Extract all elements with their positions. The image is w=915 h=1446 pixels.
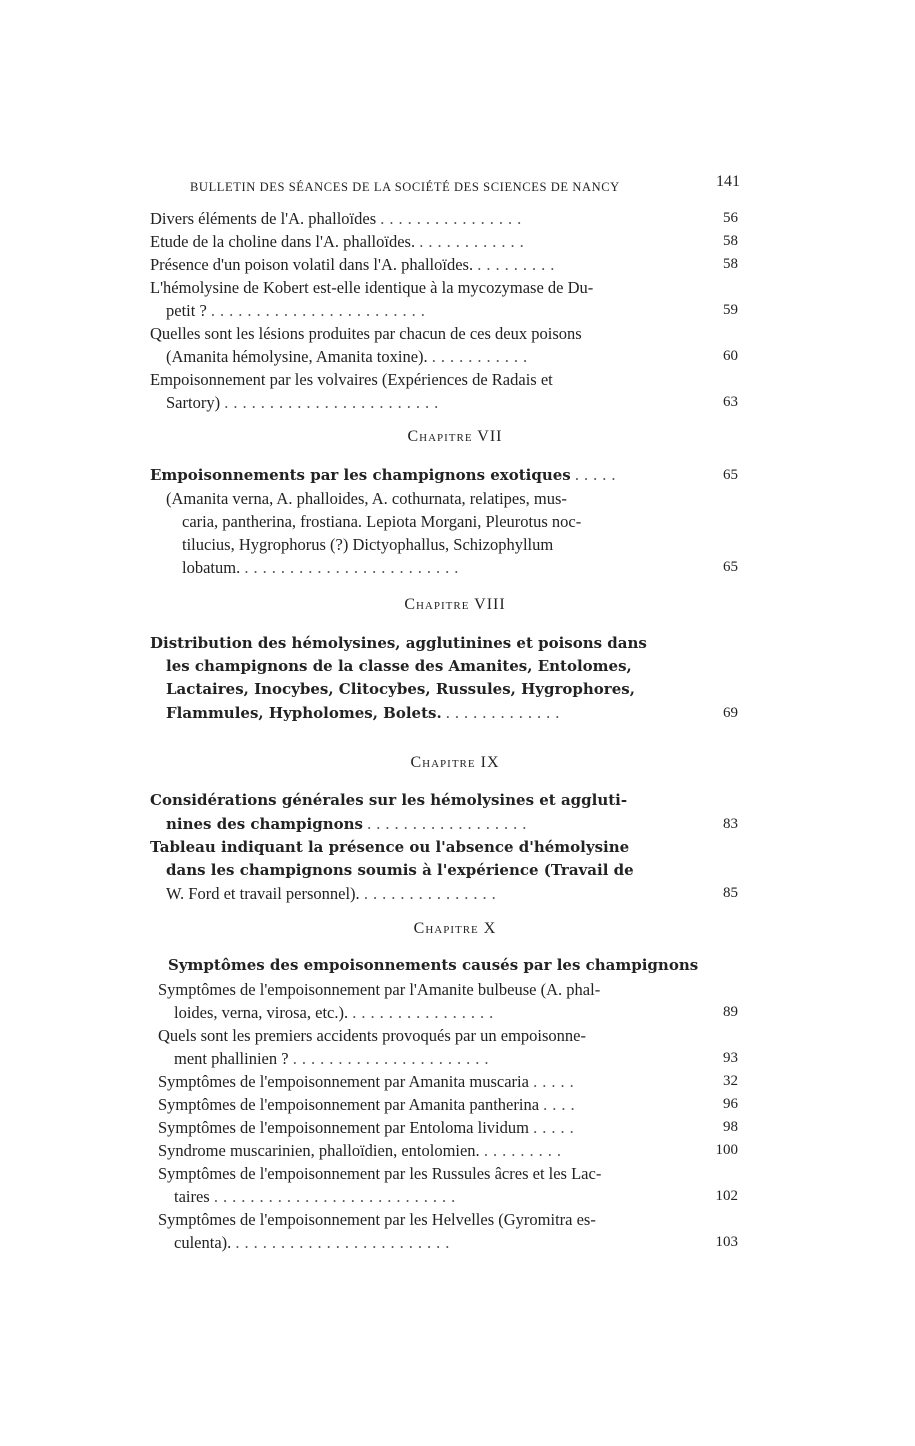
page-number: 141: [716, 173, 740, 190]
toc-entry: (Amanita verna, A. phalloides, A. cothurnata, relatipes, mus- caria, pantherina, frostiana. Lepiota Morgani, Pleurotus noc- tilucius, Hygrophorus (?) Dictyophallus, Schizophyllum lobatum. ........................ 65: [166, 489, 738, 577]
chapter-title: Chapitre IX: [410, 754, 500, 771]
toc-entry: Syndrome muscarinien, phalloïdien, entolomien. ......... 100: [158, 1141, 738, 1160]
toc-entry: Empoisonnements par les champignons exotiques ..... 65: [150, 465, 738, 484]
chapter-10: [150, 920, 740, 938]
toc-entry: Quelles sont les lésions produites par chacun de ces deux poisons (Amanita hémolysine, Amanita toxine). ........... 60: [150, 324, 738, 366]
toc-entry: Présence d'un poison volatil dans l'A. phalloïdes. ......... 58: [150, 255, 738, 274]
chapter-10-heading: Symptômes des empoisonnements causés par les champignons: [168, 956, 699, 974]
toc-entry: Empoisonnement par les volvaires (Expériences de Radais et Sartory) ........................ 63: [150, 370, 738, 412]
chapter-7-entries: [150, 463, 740, 579]
toc-entry: Symptômes de l'empoisonnement par Amanita pantherina .... 96: [158, 1095, 738, 1114]
chapter-8: [150, 596, 740, 614]
chapter-8-entries: [150, 632, 740, 725]
chapter-10-entries: [158, 978, 740, 1254]
chapter-title: Chapitre VIII: [404, 596, 506, 613]
toc-section-a: [150, 207, 740, 414]
toc-entry: Distribution des hémolysines, agglutinines et poisons dans les champignons de la classe des Amanites, Entolomes, Lactaires, Inocybes, Clitocybes, Russules, Hygrophores, Flammules, Hypholomes, Bolets. ............. 69: [150, 634, 738, 722]
toc-entry: Considérations générales sur les hémolysines et aggluti- nines des champignons .................. 83: [150, 791, 738, 833]
toc-entry: Symptômes de l'empoisonnement par les Helvelles (Gyromitra es- culenta). ........................ 103: [158, 1210, 738, 1252]
running-header: [190, 173, 740, 196]
toc-entry: Symptômes de l'empoisonnement par l'Amanite bulbeuse (A. phal- loides, verna, virosa, etc.). ................ 89: [158, 980, 738, 1022]
toc-entry: Symptômes de l'empoisonnement par les Russules âcres et les Lac- taires ........................... 102: [158, 1164, 738, 1206]
chapter-title: Chapitre VII: [407, 428, 503, 445]
chapter-9: [150, 754, 740, 772]
chapter-7: [150, 428, 740, 446]
chapter-title: Chapitre X: [413, 920, 497, 937]
chapter-9-entries: [150, 789, 740, 905]
toc-entry: Symptômes de l'empoisonnement par Amanita muscaria ..... 32: [158, 1072, 738, 1091]
toc-entry: Tableau indiquant la présence ou l'absence d'hémolysine dans les champignons soumis à l'expérience (Travail de W. Ford et travail personnel). ............... 85: [150, 838, 738, 903]
toc-entry: Etude de la choline dans l'A. phalloïdes. ............ 58: [150, 232, 738, 251]
toc-entry: Divers éléments de l'A. phalloïdes ................ 56: [150, 209, 738, 228]
running-title: BULLETIN DES SÉANCES DE LA SOCIÉTÉ DES SCIENCES DE NANCY: [190, 180, 620, 194]
toc-entry: Symptômes de l'empoisonnement par Entoloma lividum ..... 98: [158, 1118, 738, 1137]
toc-entry: Quels sont les premiers accidents provoqués par un empoisonne- ment phallinien ? ...................... 93: [158, 1026, 738, 1068]
toc-entry: L'hémolysine de Kobert est-elle identique à la mycozymase de Du- petit ? ........................ 59: [150, 278, 738, 320]
